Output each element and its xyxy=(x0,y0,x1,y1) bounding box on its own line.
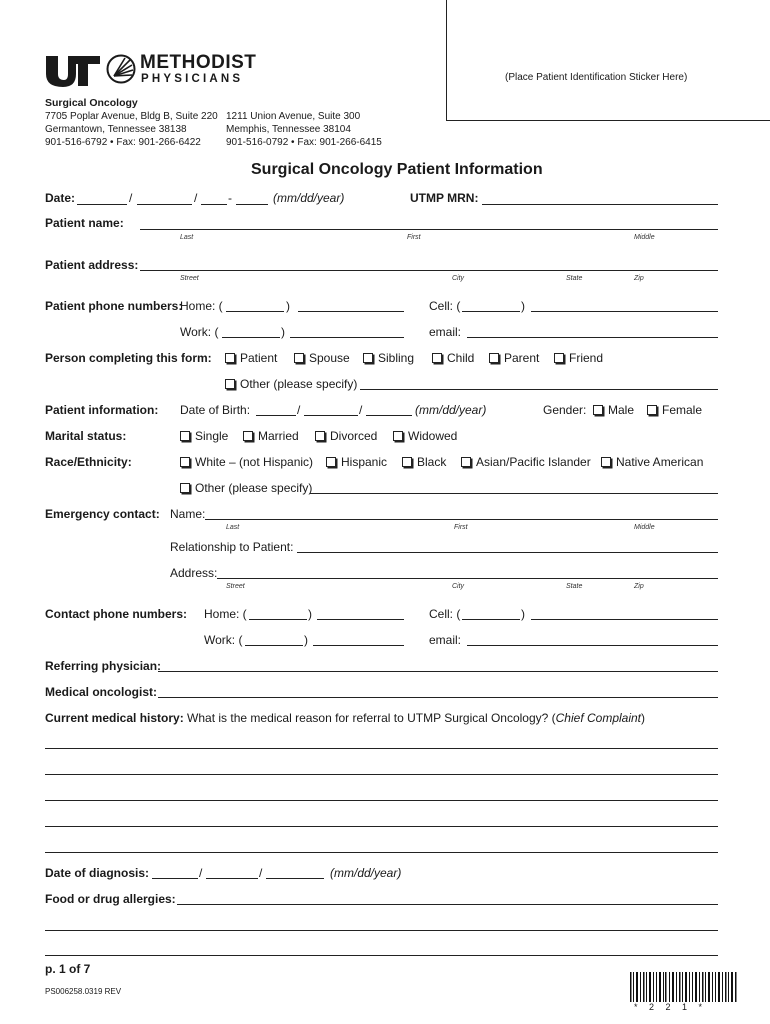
date-sep: - xyxy=(228,191,232,205)
barcode xyxy=(630,972,738,1014)
date-day-field[interactable] xyxy=(137,204,192,205)
checkbox-icon[interactable] xyxy=(593,405,603,415)
dob-year-field[interactable] xyxy=(366,415,412,416)
allergies-field[interactable] xyxy=(177,904,718,905)
ec-address-label: Address: xyxy=(170,566,218,580)
date-label: Date: xyxy=(45,191,76,205)
phone-label: Patient phone numbers: xyxy=(45,299,183,313)
checkbox-icon[interactable] xyxy=(363,353,373,363)
ec-cell-number-field[interactable] xyxy=(531,619,718,620)
completing-label: Person completing this form: xyxy=(45,351,212,365)
checkbox-widowed[interactable] xyxy=(393,429,457,443)
sub-last: Last xyxy=(226,524,240,531)
option-label: Male xyxy=(608,403,635,417)
ec-address-field[interactable] xyxy=(217,578,718,579)
date-sep: / xyxy=(129,191,133,205)
checkbox-icon[interactable] xyxy=(647,405,657,415)
date-sep: / xyxy=(297,403,301,417)
history-line[interactable] xyxy=(45,748,718,749)
option-label: Native American xyxy=(616,455,704,469)
email-label: email: xyxy=(429,325,462,339)
ec-name-label: Name: xyxy=(170,507,206,521)
referring-label: Referring physician: xyxy=(45,659,162,673)
date-month-field[interactable] xyxy=(77,204,127,205)
ec-home-area-code-field[interactable] xyxy=(249,619,307,620)
logo xyxy=(44,50,257,90)
option-label: White – (not Hispanic) xyxy=(195,455,314,469)
dept-name: Surgical Oncology xyxy=(45,97,138,109)
race-other-field[interactable] xyxy=(310,493,718,494)
date-sep: / xyxy=(359,403,363,417)
mrn-field[interactable] xyxy=(482,204,718,205)
option-label: Spouse xyxy=(309,351,350,365)
page-title: Surgical Oncology Patient Information xyxy=(251,161,543,178)
option-label: Patient xyxy=(240,351,278,365)
date-year-field[interactable] xyxy=(201,204,227,205)
date-format-hint: (mm/dd/year) xyxy=(273,191,345,205)
barcode-text: * 2 2 1 * xyxy=(634,1002,704,1012)
email-field[interactable] xyxy=(467,337,718,338)
paren: ) xyxy=(281,325,285,339)
history-line[interactable] xyxy=(45,852,718,853)
checkbox-married[interactable] xyxy=(243,429,299,443)
option-label: Black xyxy=(417,455,447,469)
date-sep: / xyxy=(194,191,198,205)
history-line[interactable] xyxy=(45,800,718,801)
sub-street: Street xyxy=(226,583,245,590)
patient-address-label: Patient address: xyxy=(45,258,139,272)
history-label: Current medical history: xyxy=(45,711,184,725)
paren: ) xyxy=(521,607,525,621)
address-line: Germantown, Tennessee 38138 xyxy=(45,124,187,135)
history-line[interactable] xyxy=(45,774,718,775)
email-label: email: xyxy=(429,633,462,647)
sub-state: State xyxy=(566,275,583,282)
checkbox-hispanic[interactable] xyxy=(326,455,387,469)
patient-address-field[interactable] xyxy=(140,270,718,271)
oncologist-label: Medical oncologist: xyxy=(45,685,158,699)
checkbox-icon[interactable] xyxy=(225,353,235,363)
cell-area-code-field[interactable] xyxy=(462,311,520,312)
barcode-icon xyxy=(630,972,738,1002)
option-label: Other (please specify) xyxy=(195,481,313,495)
ut-logo-icon xyxy=(44,52,102,88)
sub-city: City xyxy=(452,583,465,590)
checkbox-divorced[interactable] xyxy=(315,429,377,443)
dob-label: Date of Birth: xyxy=(180,403,251,417)
date-sep: / xyxy=(199,866,203,880)
relationship-field[interactable] xyxy=(297,552,718,553)
cell-label: Cell: ( xyxy=(429,299,461,313)
dob-format-hint: (mm/dd/year) xyxy=(415,403,487,417)
address-line: 901-516-0792 • Fax: 901-266-6415 xyxy=(226,137,382,148)
sticker-box xyxy=(446,0,770,121)
ec-work-area-code-field[interactable] xyxy=(245,645,303,646)
address-memphis xyxy=(226,110,382,149)
option-label: Friend xyxy=(569,351,604,365)
sub-zip: Zip xyxy=(634,275,644,282)
diagnosis-year-field[interactable] xyxy=(266,878,324,879)
checkbox-icon[interactable] xyxy=(326,457,336,467)
work-label: Work: ( xyxy=(180,325,219,339)
checkbox-icon[interactable] xyxy=(601,457,611,467)
other-specify-field[interactable] xyxy=(360,389,718,390)
option-label: Asian/Pacific Islander xyxy=(476,455,591,469)
ec-name-field[interactable] xyxy=(205,519,718,520)
option-label: Other (please specify) xyxy=(240,377,358,391)
option-label: Married xyxy=(258,429,299,443)
patient-name-label: Patient name: xyxy=(45,216,124,230)
sub-street: Street xyxy=(180,275,199,282)
diagnosis-format-hint: (mm/dd/year) xyxy=(330,866,402,880)
sub-last: Last xyxy=(180,234,194,241)
diagnosis-month-field[interactable] xyxy=(152,878,198,879)
checkbox-icon[interactable] xyxy=(402,457,412,467)
option-label: Sibling xyxy=(378,351,415,365)
checkbox-spouse[interactable] xyxy=(294,351,350,365)
allergies-line[interactable] xyxy=(45,955,718,956)
marital-label: Marital status: xyxy=(45,429,127,443)
checkbox-icon[interactable] xyxy=(180,431,190,441)
cell-number-field[interactable] xyxy=(531,311,718,312)
diagnosis-label: Date of diagnosis: xyxy=(45,866,150,880)
checkbox-icon[interactable] xyxy=(315,431,325,441)
cell-label: Cell: ( xyxy=(429,607,461,621)
page-number: p. 1 of 7 xyxy=(45,962,91,976)
paren: ) xyxy=(286,299,290,313)
work-label: Work: ( xyxy=(204,633,243,647)
ec-cell-area-code-field[interactable] xyxy=(462,619,520,620)
ec-work-number-field[interactable] xyxy=(313,645,404,646)
option-label: Widowed xyxy=(408,429,458,443)
mrn-label: UTMP MRN: xyxy=(410,191,479,205)
sticker-label: (Place Patient Identification Sticker Here) xyxy=(505,72,688,83)
checkbox-icon[interactable] xyxy=(243,431,253,441)
sub-zip: Zip xyxy=(634,583,644,590)
patient-name-field[interactable] xyxy=(140,229,718,230)
checkbox-icon[interactable] xyxy=(461,457,471,467)
checkbox-other[interactable] xyxy=(225,377,357,391)
race-label: Race/Ethnicity: xyxy=(45,455,132,469)
brand-top: METHODIST xyxy=(140,52,257,73)
home-label: Home: ( xyxy=(180,299,223,313)
history-question: What is the medical reason for referral to UTMP Surgical Oncology? ( xyxy=(187,711,556,725)
sub-middle: Middle xyxy=(634,524,655,531)
checkbox-single[interactable] xyxy=(180,429,228,443)
date-sep: / xyxy=(259,866,263,880)
option-label: Child xyxy=(447,351,475,365)
dob-day-field[interactable] xyxy=(304,415,358,416)
history-line[interactable] xyxy=(45,826,718,827)
checkbox-icon[interactable] xyxy=(294,353,304,363)
option-label: Parent xyxy=(504,351,540,365)
checkbox-native-american[interactable] xyxy=(601,455,703,469)
gender-label: Gender: xyxy=(543,403,587,417)
referring-field[interactable] xyxy=(158,671,718,672)
address-line: 1211 Union Avenue, Suite 300 xyxy=(226,111,361,122)
home-area-code-field[interactable] xyxy=(226,311,284,312)
checkbox-friend[interactable] xyxy=(554,351,603,365)
sub-state: State xyxy=(566,583,583,590)
address-line: Memphis, Tennessee 38104 xyxy=(226,124,351,135)
ec-email-field[interactable] xyxy=(467,645,718,646)
checkbox-icon[interactable] xyxy=(489,353,499,363)
checkbox-icon[interactable] xyxy=(180,483,190,493)
checkbox-white[interactable] xyxy=(180,455,313,469)
sub-first: First xyxy=(454,524,468,531)
emergency-label: Emergency contact: xyxy=(45,507,160,521)
address-line: 901-516-6792 • Fax: 901-266-6422 xyxy=(45,137,201,148)
checkbox-child[interactable] xyxy=(432,351,474,365)
checkbox-icon[interactable] xyxy=(432,353,442,363)
option-label: Divorced xyxy=(330,429,378,443)
patient-info-label: Patient information: xyxy=(45,403,159,417)
checkbox-icon[interactable] xyxy=(393,431,403,441)
ec-home-number-field[interactable] xyxy=(317,619,404,620)
chief-complaint: Chief Complaint xyxy=(555,711,642,725)
sub-first: First xyxy=(407,234,421,241)
checkbox-icon[interactable] xyxy=(180,457,190,467)
option-label: Single xyxy=(195,429,229,443)
allergies-label: Food or drug allergies: xyxy=(45,892,176,906)
checkbox-icon[interactable] xyxy=(225,379,235,389)
option-label: Hispanic xyxy=(341,455,388,469)
checkbox-female[interactable] xyxy=(647,403,702,417)
address-germantown xyxy=(45,110,218,149)
address-line: 7705 Poplar Avenue, Bldg B, Suite 220 xyxy=(45,111,218,122)
sub-city: City xyxy=(452,275,465,282)
allergies-line[interactable] xyxy=(45,930,718,931)
contact-phone-label: Contact phone numbers: xyxy=(45,607,188,621)
history-row xyxy=(45,711,645,725)
sub-middle: Middle xyxy=(634,234,655,241)
relationship-label: Relationship to Patient: xyxy=(170,540,294,554)
work-area-code-field[interactable] xyxy=(222,337,280,338)
checkbox-patient[interactable] xyxy=(225,351,277,365)
home-number-field[interactable] xyxy=(298,311,404,312)
date-year-field-2[interactable] xyxy=(236,204,268,205)
work-number-field[interactable] xyxy=(290,337,404,338)
form-code: PS006258.0319 REV xyxy=(45,987,122,996)
paren: ) xyxy=(308,607,312,621)
diagnosis-day-field[interactable] xyxy=(206,878,258,879)
checkbox-sibling[interactable] xyxy=(363,351,414,365)
paren: ) xyxy=(304,633,308,647)
home-label: Home: ( xyxy=(204,607,247,621)
checkbox-race-other[interactable] xyxy=(180,481,312,495)
checkbox-icon[interactable] xyxy=(554,353,564,363)
checkbox-parent[interactable] xyxy=(489,351,539,365)
checkbox-asian[interactable] xyxy=(461,455,591,469)
checkbox-black[interactable] xyxy=(402,455,446,469)
option-label: Female xyxy=(662,403,703,417)
methodist-sunburst-icon xyxy=(106,54,136,84)
checkbox-male[interactable] xyxy=(593,403,634,417)
dob-month-field[interactable] xyxy=(256,415,296,416)
history-close: ) xyxy=(641,711,646,725)
paren: ) xyxy=(521,299,525,313)
brand-bottom: PHYSICIANS xyxy=(141,73,244,85)
oncologist-field[interactable] xyxy=(158,697,718,698)
